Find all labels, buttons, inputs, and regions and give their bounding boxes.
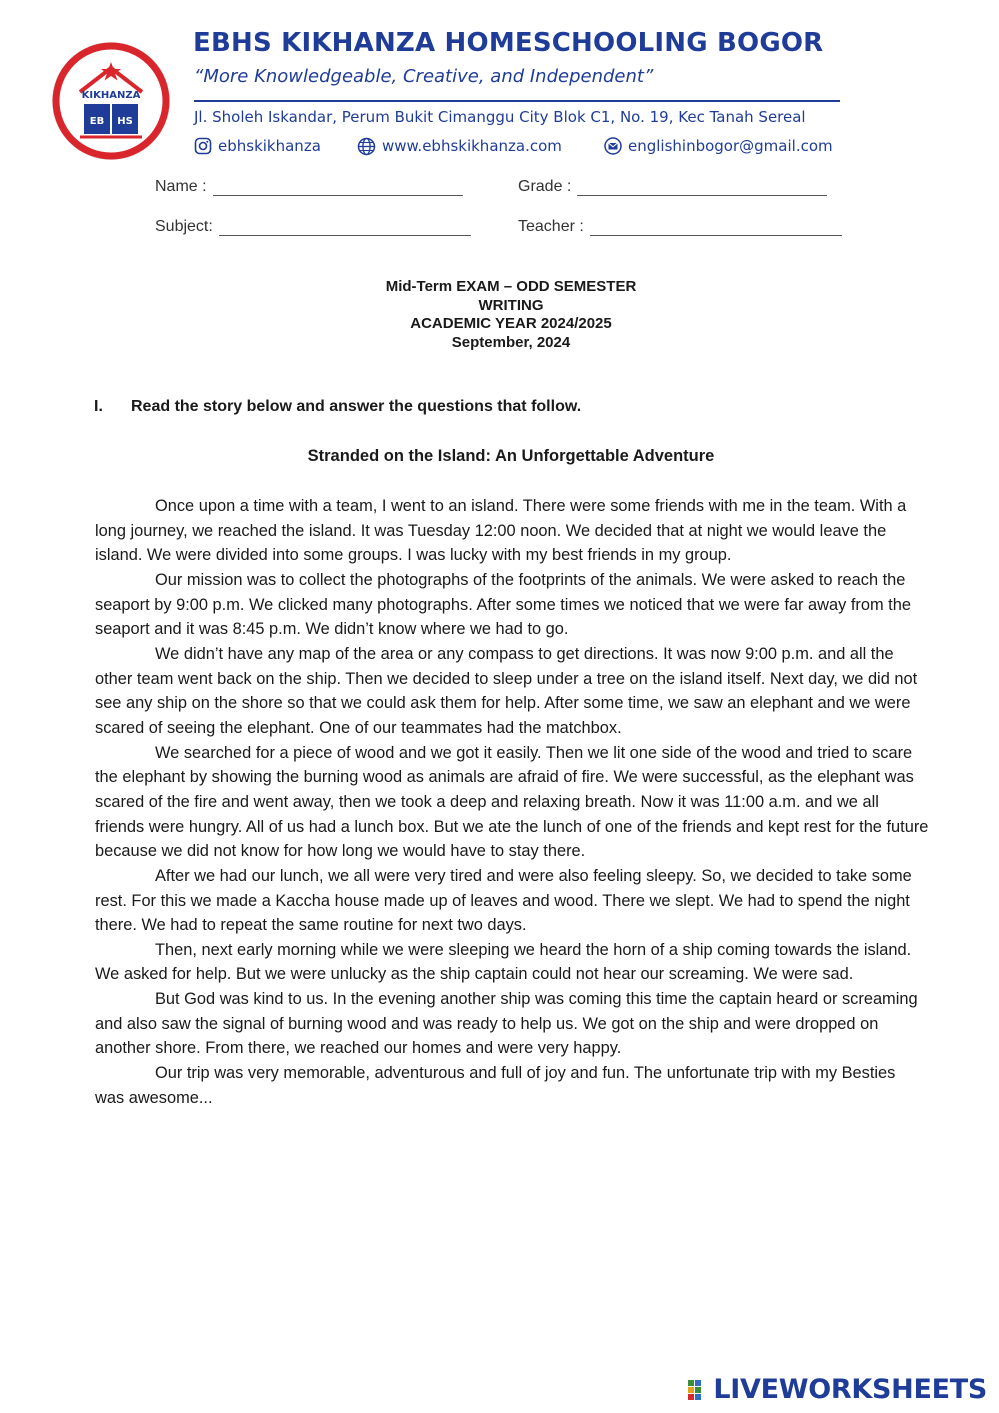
liveworksheets-brand[interactable] (687, 1374, 987, 1405)
liveworksheets-logo-icon (687, 1378, 711, 1402)
logo-book-left: EB (89, 116, 105, 127)
instruction-text: Read the story below and answer the questions that follow. (131, 398, 582, 415)
story-paragraph: Our mission was to collect the photographs of the footprints of the animals. We were asked to reach the seaport by 9:00 p.m. We clicked many photographs. After some times we noticed that we were far away from the seaport and it was 8:45 p.m. We didn’t know where we had to go. (95, 570, 911, 639)
name-field[interactable] (155, 178, 463, 196)
story-paragraph: Then, next early morning while we were sleeping we heard the horn of a ship coming towards the island. We asked for help. But we were unlucky as the ship captain could not hear our screaming. We were sad. (95, 940, 912, 984)
school-address: Jl. Sholeh Iskandar, Perum Bukit Cimanggu City Blok C1, No. 19, Kec Tanah Sereal (194, 108, 806, 126)
story-paragraph: We searched for a piece of wood and we got it easily. Then we lit one side of the wood and tried to scare the elephant by showing the burning wood as animals are afraid of fire. We were successful, as the elephant was scared of the fire and went away, then we took a deep and relaxing breath. Now it was 11:00 a.m. and we all friends were hungry. All of us had a lunch box. But we ate the lunch of one of the friends and kept rest for the future because we did not know for how long we would have to stay there. (95, 743, 929, 861)
liveworksheets-text: LIVEWORKSHEETS (713, 1374, 987, 1405)
name-line[interactable] (213, 181, 463, 196)
exam-subject: WRITING (478, 296, 544, 314)
contact-instagram (194, 136, 321, 156)
website-url: www.ebhskikhanza.com (382, 137, 562, 155)
grade-line[interactable] (577, 181, 827, 196)
story-paragraph: Our trip was very memorable, adventurous and full of joy and fun. The unfortunate trip with my Besties was awesome... (95, 1064, 896, 1107)
teacher-label: Teacher : (518, 218, 584, 235)
school-name: EBHS KIKHANZA HOMESCHOOLING BOGOR (193, 28, 824, 58)
story-paragraph: After we had our lunch, we all were very tired and were also feeling sleepy. So, we decided to take some rest. For this we made a Kaccha house made up of leaves and wood. There we slept. We had to spend the night there. We had to repeat the same routine for next two days. (95, 866, 912, 935)
header-divider (194, 100, 840, 102)
story-body (95, 494, 929, 1110)
exam-date: September, 2024 (451, 333, 571, 351)
logo-book-right: HS (117, 116, 133, 127)
subject-line[interactable] (219, 221, 471, 236)
grade-label: Grade : (518, 178, 572, 195)
instagram-icon (194, 137, 212, 155)
school-motto: “More Knowledgeable, Creative, and Independent” (194, 66, 654, 87)
name-label: Name : (155, 178, 207, 195)
exam-heading (0, 278, 999, 352)
academic-year: ACADEMIC YEAR 2024/2025 (410, 315, 612, 332)
globe-icon (357, 137, 376, 156)
grade-field[interactable] (518, 178, 827, 196)
subject-field[interactable] (155, 218, 471, 236)
teacher-line[interactable] (590, 221, 842, 236)
school-logo (50, 40, 172, 162)
story-paragraph: But God was kind to us. In the evening another ship was coming this time the captain heard or screaming and also saw the signal of burning wood and was ready to help us. We got on the ship and were dropped on another shore. From there, we reached our homes and were very happy. (95, 990, 918, 1058)
teacher-field[interactable] (518, 218, 842, 236)
contact-email (604, 136, 833, 156)
section-number: I. (94, 398, 103, 415)
story-paragraph: We didn’t have any map of the area or any compass to get directions. It was now 9:00 p.m. and all the other team went back on the ship. Then we decided to sleep under a tree on the island itself. Next day, we did not see any ship on the shore so that we could ask them for help. After some time, we saw an elephant and we were scared of seeing the elephant. One of our teammates had the matchbox. (95, 644, 918, 737)
mail-icon (604, 137, 622, 155)
subject-label: Subject: (155, 218, 213, 235)
contact-website (357, 136, 562, 156)
email-address: englishinbogor@gmail.com (628, 137, 833, 155)
logo-text: KIKHANZA (81, 90, 141, 101)
instagram-handle: ebhskikhanza (218, 137, 321, 155)
exam-title: Mid-Term EXAM – ODD SEMESTER (385, 278, 637, 295)
section-instruction (94, 398, 581, 416)
story-title: Stranded on the Island: An Unforgettable Adventure (307, 447, 715, 465)
story-paragraph: Once upon a time with a team, I went to an island. There were some friends with me in the team. With a long journey, we reached the island. It was Tuesday 12:00 noon. We decided that at night we would leave the island. We were divided into some groups. I was lucky with my best friends in my group. (95, 497, 907, 565)
